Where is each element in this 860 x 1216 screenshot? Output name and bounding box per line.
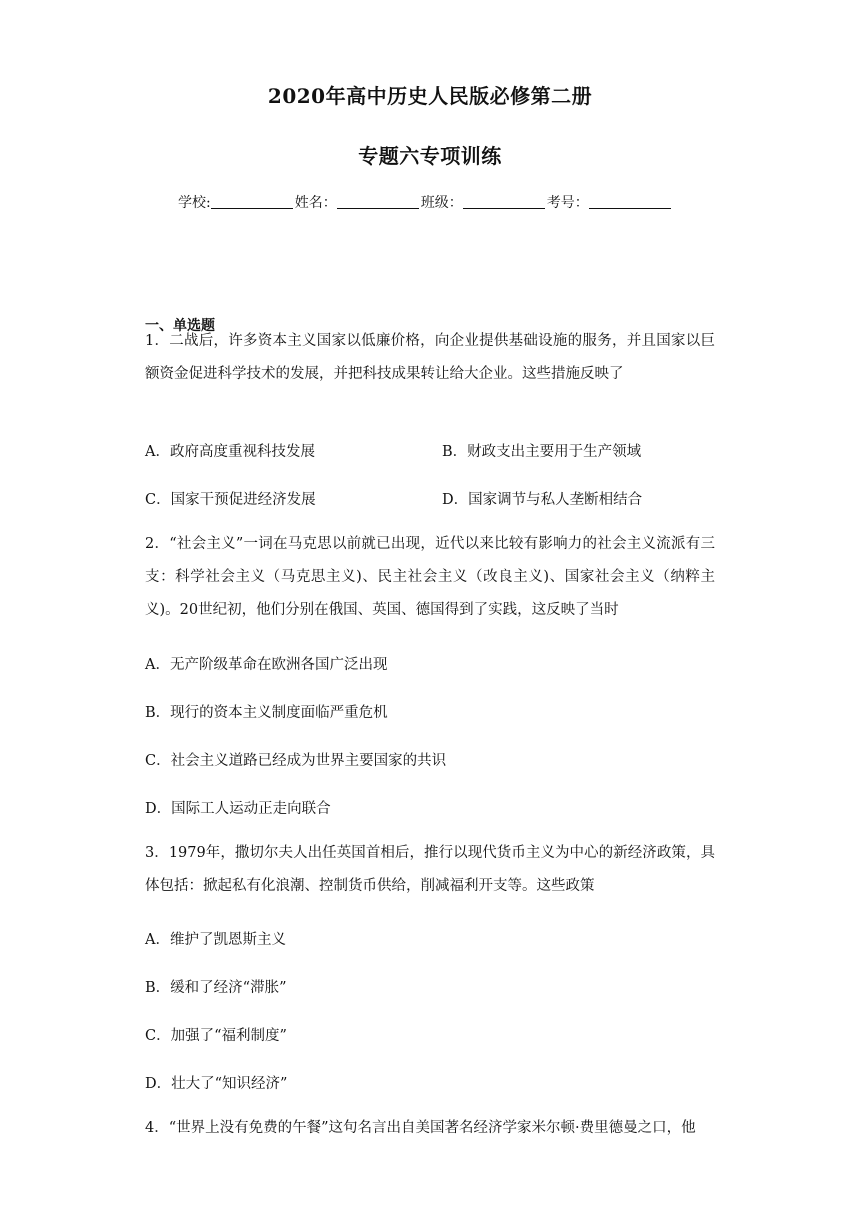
class-label: 班级： [420,195,463,211]
option-a: A．无产阶级革命在欧洲各国广泛出现 [145,657,388,673]
option-d: D．国家调节与私人垄断相结合 [442,492,643,508]
student-info-line [178,192,673,212]
option-b: B．现行的资本主义制度面临严重危机 [145,705,388,721]
option-c: C．国家干预促进经济发展 [145,492,316,508]
question-stem: 4．“世界上没有免费的午餐”这句名言出自美国著名经济学家米尔顿·费里德曼之口，他 [145,1120,696,1136]
option-b: B．缓和了经济“滞胀” [145,980,287,996]
name-blank[interactable] [337,194,419,209]
number-blank[interactable] [589,194,671,209]
section-title: 一、单选题 [145,318,215,334]
document-title: 2020年高中历史人民版必修第二册 [267,84,593,108]
question-stem: 1．二战后，许多资本主义国家以低廉价格，向企业提供基础设施的服务，并且国家以巨额资金促进科学技术的发展，并把科技成果转让给大企业。这些措施反映了 [145,333,715,382]
option-d: D．国际工人运动正走向联合 [145,801,331,817]
class-blank[interactable] [463,194,545,209]
question-stem: 3．1979年，撒切尔夫人出任英国首相后，推行以现代货币主义为中心的新经济政策，具体包括：掀起私有化浪潮、控制货币供给，削减福利开支等。这些政策 [145,845,715,894]
number-label: 考号： [546,195,589,211]
school-label: 学校: [178,195,211,211]
option-c: C．社会主义道路已经成为世界主要国家的共识 [145,753,447,769]
option-c: C．加强了“福利制度” [145,1028,287,1044]
name-label: 姓名： [294,195,337,211]
question-stem: 2．“社会主义”一词在马克思以前就已出现，近代以来比较有影响力的社会主义流派有三支：科学社会主义（马克思主义)、民主社会主义（改良主义)、国家社会主义（纳粹主义)。20世纪初，他们分别在俄国、英国、德国得到了实践，这反映了当时 [145,536,715,618]
option-a: A．维护了凯恩斯主义 [145,932,286,948]
document-subtitle: 专题六专项训练 [358,144,502,168]
option-a: A．政府高度重视科技发展 [145,444,315,460]
option-b: B．财政支出主要用于生产领域 [442,444,642,460]
option-d: D．壮大了“知识经济” [145,1076,288,1092]
school-blank[interactable] [211,194,293,209]
